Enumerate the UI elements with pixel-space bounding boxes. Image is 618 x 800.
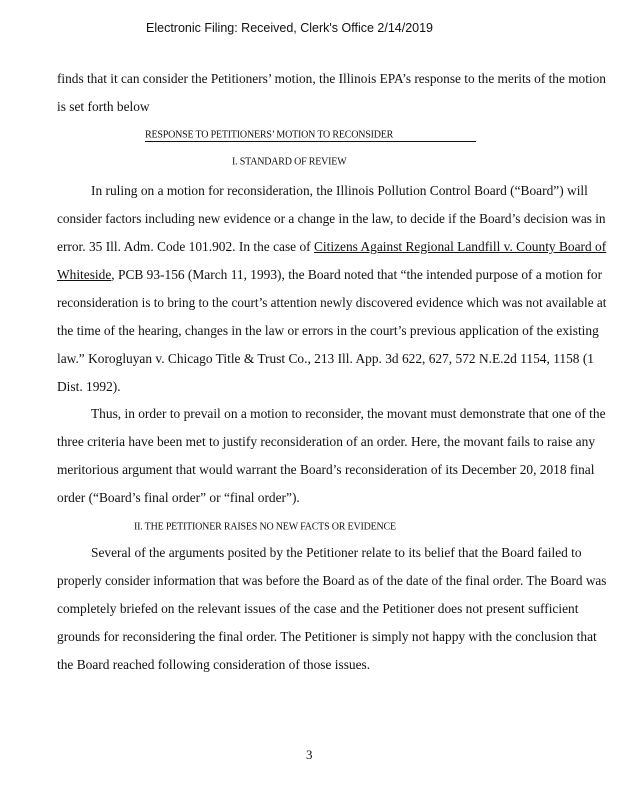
- para1-line-4-text: , PCB 93-156 (March 11, 1993), the Board noted that “the intended purpose of a motion for: [111, 267, 603, 282]
- page-number: 3: [306, 747, 313, 762]
- case-citation-part-2: Whiteside: [57, 267, 112, 282]
- intro-line-2: is set forth below: [57, 99, 150, 114]
- para3-line-2: properly consider information that was before the Board as of the date of the final order. The Board was: [57, 573, 607, 588]
- heading-underline: [145, 141, 476, 142]
- para3-line-3: completely briefed on the relevant issues of the case and the Petitioner does not present sufficient: [57, 601, 579, 616]
- para2-line-4: order (“Board’s final order” or “final order”).: [57, 490, 300, 505]
- case-citation-part-1: Citizens Against Regional Landfill v. County Board of: [313, 239, 607, 254]
- para1-line-3: [57, 239, 606, 255]
- filing-stamp: Electronic Filing: Received, Clerk's Office 2/14/2019: [146, 21, 434, 35]
- main-heading: RESPONSE TO PETITIONERS’ MOTION TO RECONSIDER: [145, 129, 394, 141]
- para1-line-2: consider factors including new evidence or a change in the law, to decide if the Board’s decision was in: [57, 211, 606, 226]
- para1-line-3-text: error. 35 Ill. Adm. Code 101.902. In the case of: [57, 239, 314, 254]
- para3-line-4: grounds for reconsidering the final order. The Petitioner is simply not happy with the conclusion that: [57, 629, 597, 644]
- para1-line-5: reconsideration is to bring to the court’s attention newly discovered evidence which was not available at: [57, 295, 607, 310]
- para2-line-2: three criteria have been met to justify reconsideration of an order. Here, the movant fails to raise any: [57, 434, 596, 449]
- para1-line-4: [57, 267, 602, 283]
- para1-line-1: In ruling on a motion for reconsideration, the Illinois Pollution Control Board (“Board”) will: [91, 183, 588, 198]
- para1-line-8: Dist. 1992).: [57, 379, 121, 394]
- para3-line-5: the Board reached following consideration of those issues.: [57, 657, 371, 672]
- intro-line-1: finds that it can consider the Petitioners’ motion, the Illinois EPA’s response to the merits of the motion: [57, 71, 606, 86]
- section-heading-no-new-facts: II. THE PETITIONER RAISES NO NEW FACTS OR EVIDENCE: [134, 521, 396, 533]
- para3-line-1: Several of the arguments posited by the Petitioner relate to its belief that the Board failed to: [91, 545, 582, 560]
- para2-line-1: Thus, in order to prevail on a motion to reconsider, the movant must demonstrate that one of the: [91, 406, 606, 421]
- para1-line-7: law.” Korogluyan v. Chicago Title & Trust Co., 213 Ill. App. 3d 622, 627, 572 N.E.2d 1154, 1158 (1: [57, 351, 594, 366]
- para2-line-3: meritorious argument that would warrant the Board’s reconsideration of its December 20, 2018 final: [57, 462, 595, 477]
- para1-line-6: the time of the hearing, changes in the law or errors in the court’s previous application of the existing: [57, 323, 599, 338]
- section-heading-standard-of-review: I. STANDARD OF REVIEW: [232, 156, 347, 168]
